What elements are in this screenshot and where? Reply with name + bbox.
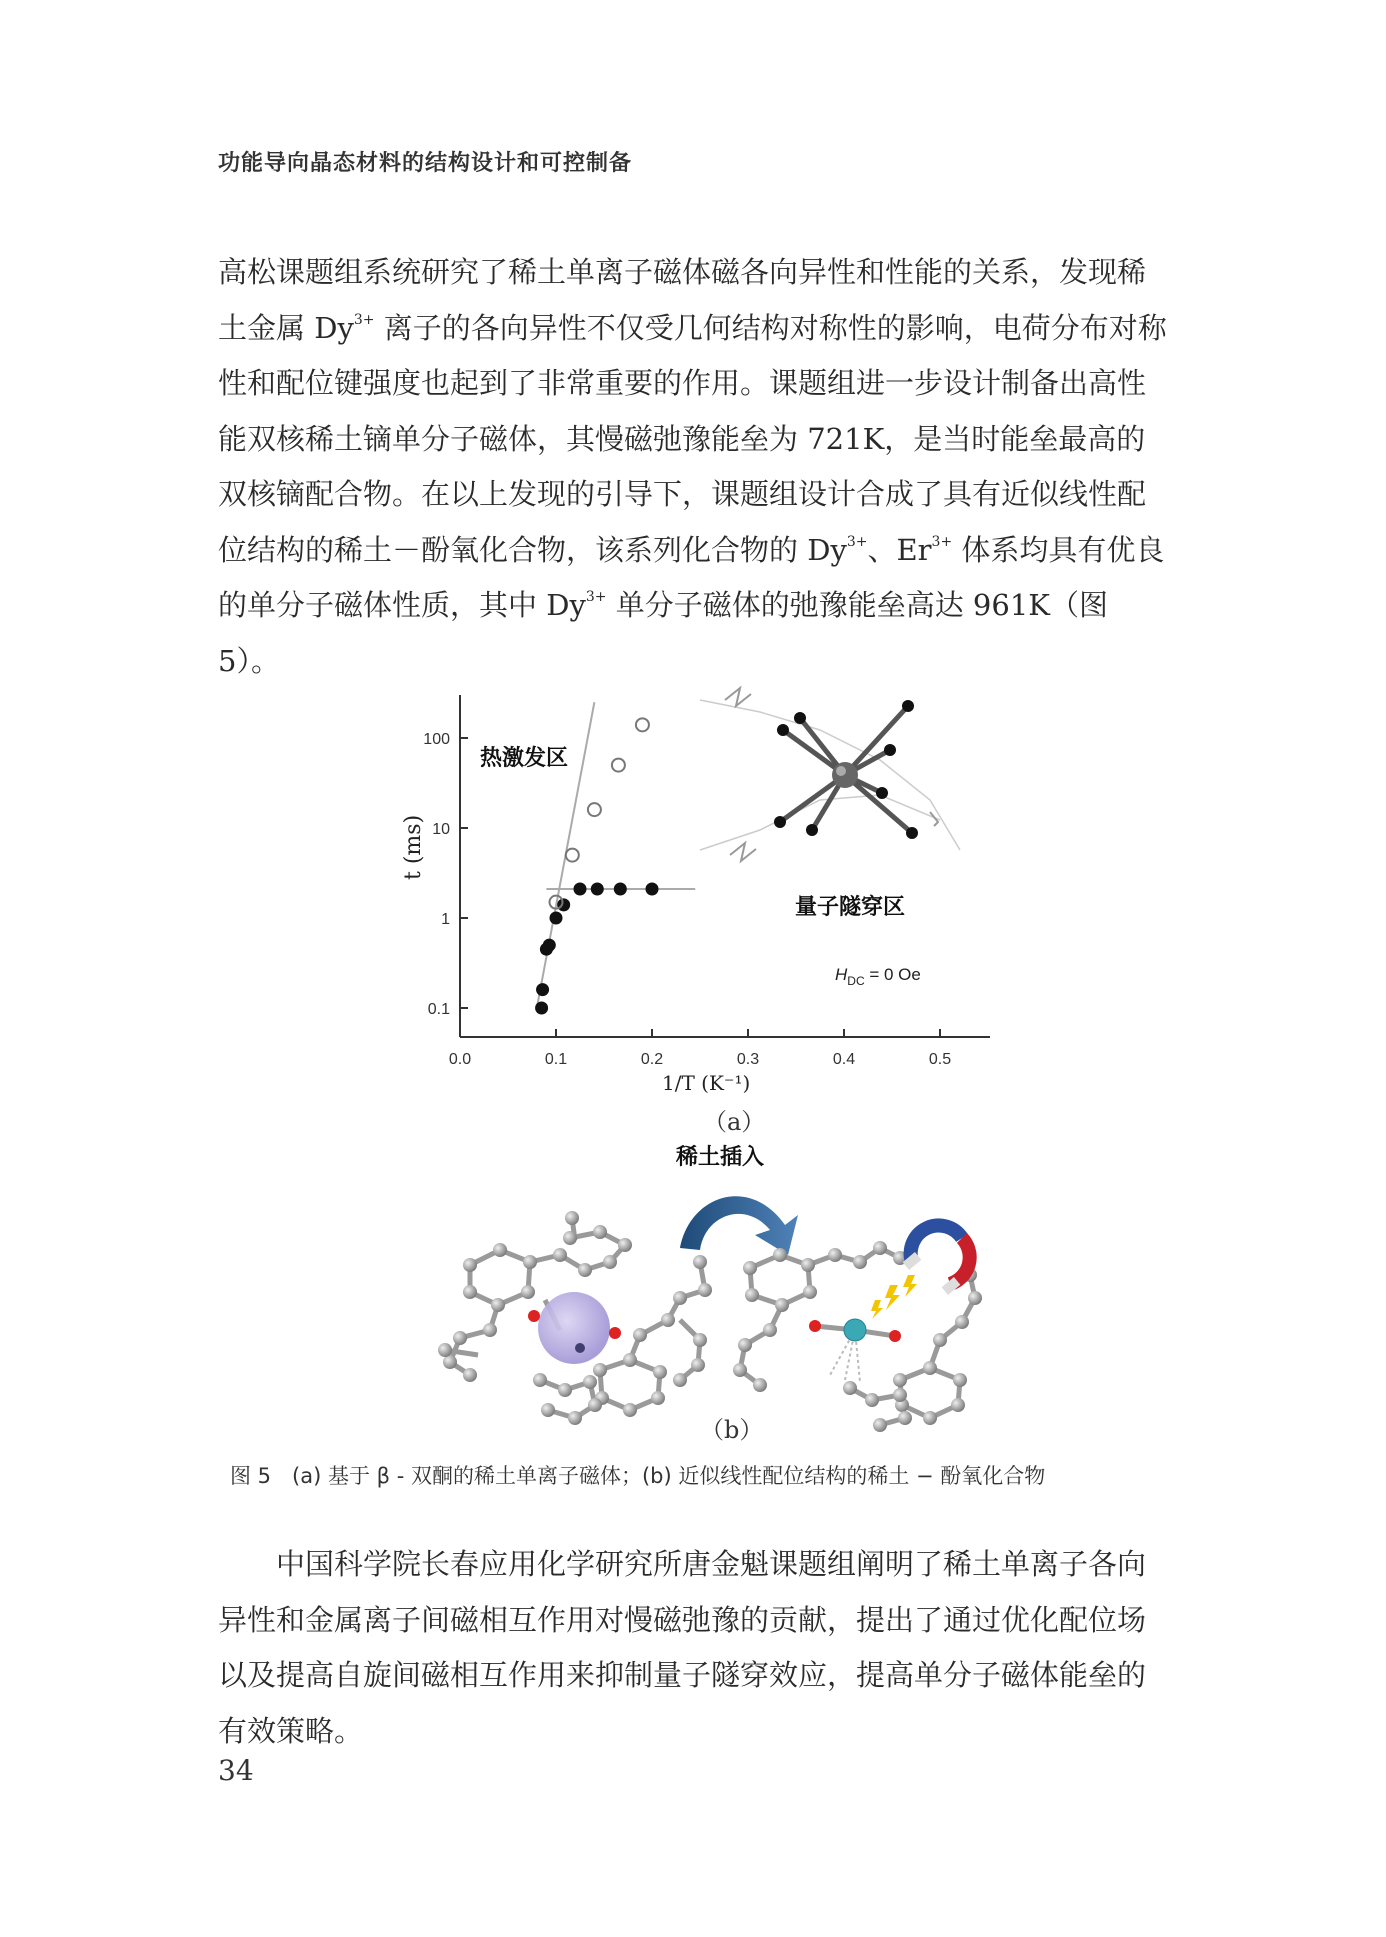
x-tick-label: 0.5 — [928, 1051, 952, 1068]
x-axis-label: 1/T (K⁻¹) — [662, 1071, 751, 1095]
p1-line-3: 性和配位键强度也起到了非常重要的作用。课题组进一步设计制备出高性 — [218, 366, 1147, 400]
x-tick-label: 0.0 — [448, 1051, 472, 1068]
p1-line-4: 能双核稀土镝单分子磁体，其慢磁弛豫能垒为 721K，是当时能垒最高的 — [218, 421, 1146, 456]
panel-b-label: （b） — [700, 1416, 764, 1444]
data-point-filled — [536, 983, 549, 996]
page-number: 34 — [218, 1754, 254, 1787]
nitrogen-atom — [575, 1343, 585, 1353]
p1-line-5: 双核镝配合物。在以上发现的引导下，课题组设计合成了具有近似线性配 — [218, 477, 1147, 511]
x-tick-label: 0.4 — [832, 1051, 856, 1068]
p2-line-2: 异性和金属离子间磁相互作用对慢磁弛豫的贡献，提出了通过优化配位场 — [218, 1602, 1147, 1637]
running-header: 功能导向晶态材料的结构设计和可控制备 — [218, 151, 633, 176]
y-tick-label: 100 — [423, 731, 450, 748]
oxygen-atom-left — [528, 1310, 540, 1322]
empty-site-sphere — [538, 1292, 610, 1364]
figure-caption: 图 5 (a) 基于 β - 双酮的稀土单离子磁体；(b) 近似线性配位结构的稀土 − 酚氧化合物 — [230, 1464, 1046, 1488]
lightning-icon — [871, 1275, 917, 1319]
field-label: $H_{DC} = 0$ Oe — [835, 965, 921, 988]
molecule-inset — [700, 688, 960, 861]
data-point-open — [612, 759, 625, 772]
oxygen-atom-b-right — [889, 1330, 901, 1342]
panel-a-label: （a） — [703, 1108, 766, 1136]
x-tick-label: 0.1 — [544, 1051, 568, 1068]
p1-line-6: 位结构的稀土－酚氧化合物，该系列化合物的 $Dy^{3+}$、$Er^{3+}$ 体系均具有优良 — [218, 532, 1165, 567]
y-tick-label: 0.1 — [427, 1001, 450, 1018]
region-thermal-label: 热激发区 — [480, 745, 569, 770]
data-point-filled — [614, 883, 627, 896]
oxygen-atom-b-left — [809, 1320, 821, 1332]
data-point-open — [636, 718, 649, 731]
data-point-open — [588, 803, 601, 816]
data-point-open — [566, 849, 579, 862]
p2-line-1: 中国科学院长春应用化学研究所唐金魁课题组阐明了稀土单离子各向 — [276, 1547, 1147, 1581]
rare-earth-insert-label: 稀土插入 — [676, 1144, 765, 1169]
data-point-filled — [646, 883, 659, 896]
insertion-arrow-icon — [680, 1196, 798, 1255]
p1-line-7: 的单分子磁体性质，其中 $Dy^{3+}$ 单分子磁体的弛豫能垒高达 961K（图 5）。 — [218, 588, 1108, 678]
y-tick-label: 10 — [432, 821, 450, 838]
p1-line-2: 土金属 $Dy^{3+}$ 离子的各向异性不仅受几何结构对称性的影响，电荷分布对称 — [218, 310, 1167, 345]
y-axis-label: t (ms) — [401, 814, 426, 880]
x-ticks — [449, 1029, 951, 1068]
data-point-filled — [535, 1002, 548, 1015]
x-tick-label: 0.3 — [736, 1051, 760, 1068]
data-point-filled — [557, 898, 570, 911]
y-ticks — [423, 731, 468, 1018]
data-point-filled — [574, 883, 587, 896]
p2-line-3: 以及提高自旋间磁相互作用来抑制量子隧穿效应，提高单分子磁体能垒的 — [218, 1658, 1147, 1692]
paragraph-2 — [218, 1537, 1168, 1759]
dysprosium-ion — [844, 1319, 866, 1341]
p1-line-1: 高松课题组系统研究了稀土单离子磁体磁各向异性和性能的关系，发现稀 — [218, 255, 1147, 289]
p2-line-4: 有效策略。 — [218, 1713, 364, 1748]
data-point-filled — [543, 939, 556, 952]
y-tick-label: 1 — [441, 911, 450, 928]
data-point-filled — [591, 883, 604, 896]
region-qtm-label: 量子隧穿区 — [795, 894, 906, 919]
data-point-filled — [550, 912, 563, 925]
oxygen-atom-right — [609, 1327, 621, 1339]
x-tick-label: 0.2 — [640, 1051, 664, 1068]
